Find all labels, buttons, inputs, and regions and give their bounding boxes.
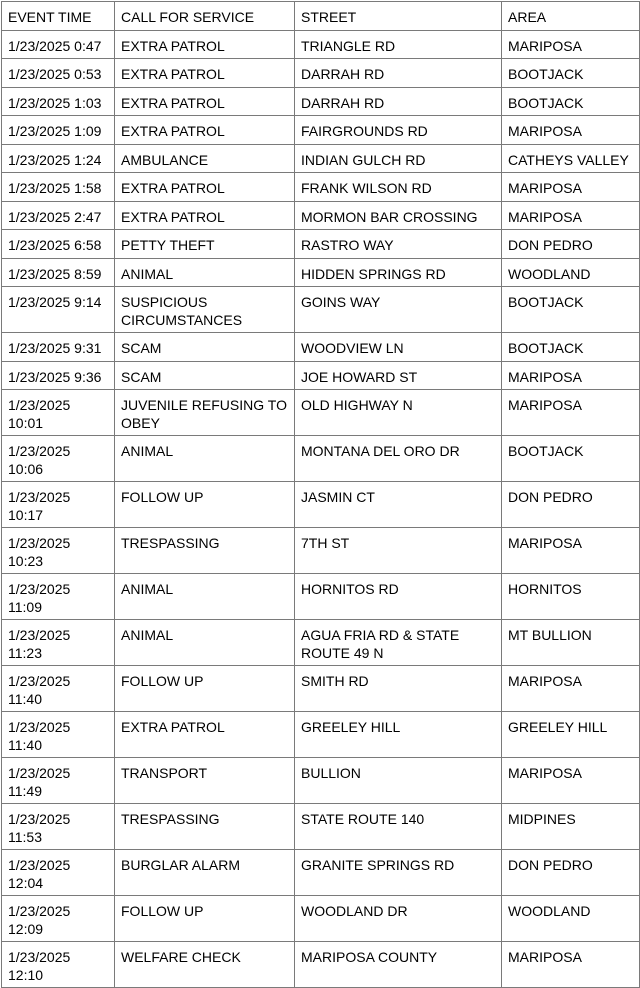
area-cell: DON PEDRO xyxy=(502,482,640,528)
event-time-cell: 1/23/2025 0:53 xyxy=(2,59,115,88)
street-cell: HORNITOS RD xyxy=(295,574,502,620)
street-cell: BULLION xyxy=(295,758,502,804)
event-time-cell: 1/23/2025 11:53 xyxy=(2,804,115,850)
call-for-service-cell: TRESPASSING xyxy=(115,528,295,574)
street-cell: DARRAH RD xyxy=(295,59,502,88)
table-row xyxy=(2,712,640,758)
event-time-cell: 1/23/2025 9:14 xyxy=(2,287,115,333)
event-time-cell: 1/23/2025 11:40 xyxy=(2,712,115,758)
event-time-cell: 1/23/2025 1:58 xyxy=(2,173,115,202)
event-time-cell: 1/23/2025 0:47 xyxy=(2,30,115,59)
area-cell: CATHEYS VALLEY xyxy=(502,144,640,173)
street-cell: MORMON BAR CROSSING xyxy=(295,201,502,230)
table-row xyxy=(2,758,640,804)
event-time-cell: 1/23/2025 6:58 xyxy=(2,230,115,259)
area-cell: GREELEY HILL xyxy=(502,712,640,758)
area-cell: DON PEDRO xyxy=(502,850,640,896)
street-cell: AGUA FRIA RD & STATE ROUTE 49 N xyxy=(295,620,502,666)
event-time-cell: 1/23/2025 10:06 xyxy=(2,436,115,482)
event-time-cell: 1/23/2025 9:36 xyxy=(2,361,115,390)
table-row xyxy=(2,804,640,850)
street-cell: GRANITE SPRINGS RD xyxy=(295,850,502,896)
area-cell: MT BULLION xyxy=(502,620,640,666)
street-cell: INDIAN GULCH RD xyxy=(295,144,502,173)
street-cell: JASMIN CT xyxy=(295,482,502,528)
call-for-service-cell: FOLLOW UP xyxy=(115,666,295,712)
area-cell: MARIPOSA xyxy=(502,173,640,202)
street-cell: MONTANA DEL ORO DR xyxy=(295,436,502,482)
area-cell: WOODLAND xyxy=(502,258,640,287)
event-time-cell: 1/23/2025 8:59 xyxy=(2,258,115,287)
table-row xyxy=(2,173,640,202)
event-time-cell: 1/23/2025 11:40 xyxy=(2,666,115,712)
area-cell: MARIPOSA xyxy=(502,30,640,59)
table-row xyxy=(2,482,640,528)
area-cell: BOOTJACK xyxy=(502,87,640,116)
street-cell: STATE ROUTE 140 xyxy=(295,804,502,850)
call-for-service-cell: TRANSPORT xyxy=(115,758,295,804)
area-cell: MARIPOSA xyxy=(502,942,640,988)
area-cell: BOOTJACK xyxy=(502,59,640,88)
table-row xyxy=(2,116,640,145)
event-time-cell: 1/23/2025 1:24 xyxy=(2,144,115,173)
event-time-cell: 1/23/2025 10:23 xyxy=(2,528,115,574)
call-for-service-cell: SCAM xyxy=(115,361,295,390)
event-time-cell: 1/23/2025 12:04 xyxy=(2,850,115,896)
table-row xyxy=(2,230,640,259)
header-event-time: EVENT TIME xyxy=(2,2,115,31)
table-row xyxy=(2,287,640,333)
table-row xyxy=(2,390,640,436)
street-cell: TRIANGLE RD xyxy=(295,30,502,59)
area-cell: HORNITOS xyxy=(502,574,640,620)
header-area: AREA xyxy=(502,2,640,31)
event-time-cell: 1/23/2025 11:49 xyxy=(2,758,115,804)
area-cell: MARIPOSA xyxy=(502,390,640,436)
table-row xyxy=(2,258,640,287)
header-street: STREET xyxy=(295,2,502,31)
event-time-cell: 1/23/2025 11:09 xyxy=(2,574,115,620)
table-row xyxy=(2,361,640,390)
street-cell: HIDDEN SPRINGS RD xyxy=(295,258,502,287)
area-cell: WOODLAND xyxy=(502,896,640,942)
area-cell: BOOTJACK xyxy=(502,333,640,362)
table-row xyxy=(2,528,640,574)
call-for-service-cell: ANIMAL xyxy=(115,574,295,620)
table-row xyxy=(2,850,640,896)
call-for-service-cell: SUSPICIOUS CIRCUMSTANCES xyxy=(115,287,295,333)
area-cell: MARIPOSA xyxy=(502,201,640,230)
event-time-cell: 1/23/2025 1:03 xyxy=(2,87,115,116)
area-cell: DON PEDRO xyxy=(502,230,640,259)
call-for-service-cell: EXTRA PATROL xyxy=(115,173,295,202)
street-cell: FAIRGROUNDS RD xyxy=(295,116,502,145)
street-cell: GOINS WAY xyxy=(295,287,502,333)
table-row xyxy=(2,896,640,942)
street-cell: MARIPOSA COUNTY xyxy=(295,942,502,988)
table-row xyxy=(2,87,640,116)
table-row xyxy=(2,620,640,666)
call-for-service-cell: EXTRA PATROL xyxy=(115,59,295,88)
area-cell: BOOTJACK xyxy=(502,436,640,482)
table-row xyxy=(2,201,640,230)
area-cell: MARIPOSA xyxy=(502,758,640,804)
area-cell: MIDPINES xyxy=(502,804,640,850)
call-for-service-cell: EXTRA PATROL xyxy=(115,87,295,116)
call-for-service-cell: WELFARE CHECK xyxy=(115,942,295,988)
header-row xyxy=(2,2,640,31)
call-for-service-cell: EXTRA PATROL xyxy=(115,201,295,230)
area-cell: MARIPOSA xyxy=(502,666,640,712)
table-row xyxy=(2,942,640,988)
call-for-service-cell: ANIMAL xyxy=(115,258,295,287)
call-for-service-cell: PETTY THEFT xyxy=(115,230,295,259)
event-time-cell: 1/23/2025 9:31 xyxy=(2,333,115,362)
call-for-service-cell: ANIMAL xyxy=(115,620,295,666)
call-for-service-cell: SCAM xyxy=(115,333,295,362)
street-cell: FRANK WILSON RD xyxy=(295,173,502,202)
event-time-cell: 1/23/2025 12:10 xyxy=(2,942,115,988)
street-cell: SMITH RD xyxy=(295,666,502,712)
call-for-service-cell: FOLLOW UP xyxy=(115,896,295,942)
street-cell: WOODLAND DR xyxy=(295,896,502,942)
call-for-service-cell: BURGLAR ALARM xyxy=(115,850,295,896)
street-cell: WOODVIEW LN xyxy=(295,333,502,362)
area-cell: BOOTJACK xyxy=(502,287,640,333)
table-row xyxy=(2,436,640,482)
table-row xyxy=(2,574,640,620)
street-cell: OLD HIGHWAY N xyxy=(295,390,502,436)
call-for-service-cell: ANIMAL xyxy=(115,436,295,482)
area-cell: MARIPOSA xyxy=(502,116,640,145)
event-time-cell: 1/23/2025 11:23 xyxy=(2,620,115,666)
call-for-service-cell: EXTRA PATROL xyxy=(115,116,295,145)
street-cell: JOE HOWARD ST xyxy=(295,361,502,390)
event-time-cell: 1/23/2025 12:09 xyxy=(2,896,115,942)
street-cell: RASTRO WAY xyxy=(295,230,502,259)
event-time-cell: 1/23/2025 10:01 xyxy=(2,390,115,436)
table-row xyxy=(2,59,640,88)
street-cell: GREELEY HILL xyxy=(295,712,502,758)
call-for-service-cell: EXTRA PATROL xyxy=(115,30,295,59)
call-for-service-cell: JUVENILE REFUSING TO OBEY xyxy=(115,390,295,436)
table-row xyxy=(2,666,640,712)
street-cell: 7TH ST xyxy=(295,528,502,574)
call-for-service-cell: FOLLOW UP xyxy=(115,482,295,528)
street-cell: DARRAH RD xyxy=(295,87,502,116)
call-for-service-cell: EXTRA PATROL xyxy=(115,712,295,758)
area-cell: MARIPOSA xyxy=(502,528,640,574)
call-for-service-cell: AMBULANCE xyxy=(115,144,295,173)
table-row xyxy=(2,144,640,173)
event-time-cell: 1/23/2025 1:09 xyxy=(2,116,115,145)
header-call-for-service: CALL FOR SERVICE xyxy=(115,2,295,31)
call-log-table xyxy=(1,1,640,988)
call-for-service-cell: TRESPASSING xyxy=(115,804,295,850)
table-row xyxy=(2,30,640,59)
event-time-cell: 1/23/2025 2:47 xyxy=(2,201,115,230)
area-cell: MARIPOSA xyxy=(502,361,640,390)
table-row xyxy=(2,333,640,362)
event-time-cell: 1/23/2025 10:17 xyxy=(2,482,115,528)
